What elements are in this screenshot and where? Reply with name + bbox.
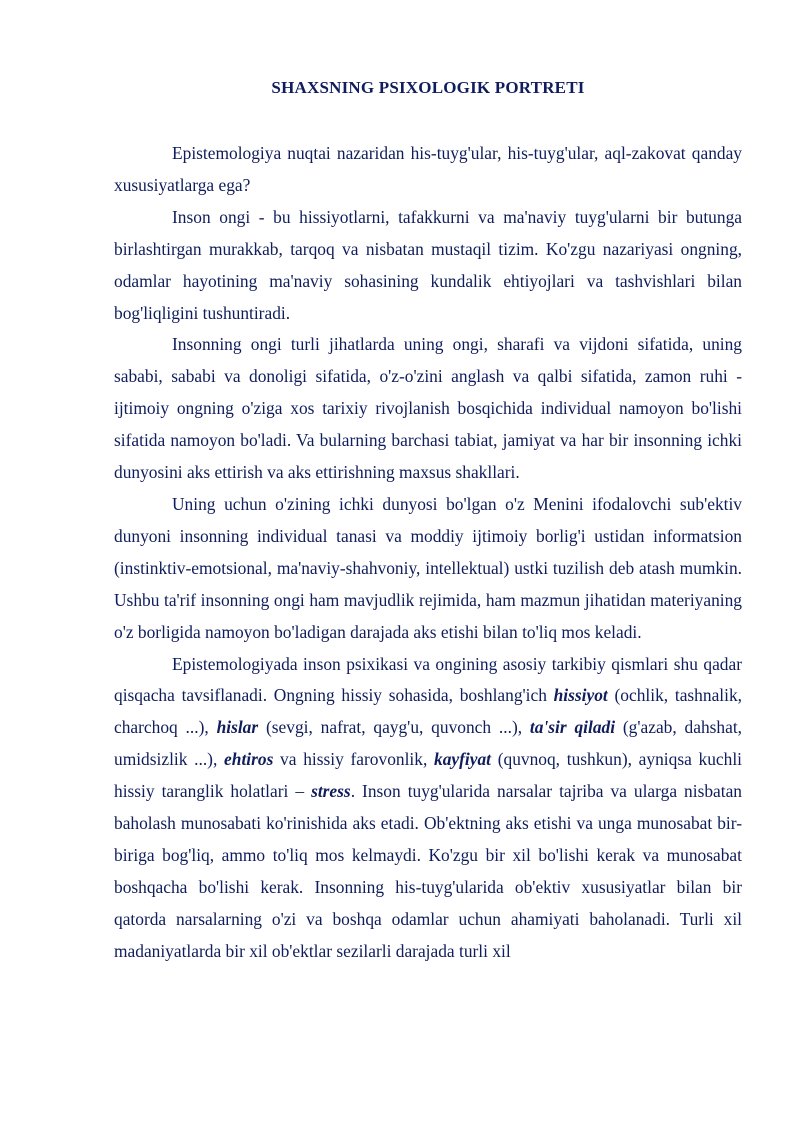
term-kayfiyat: kayfiyat — [434, 749, 491, 770]
page-title: SHAXSNING PSIXOLOGIK PORTRETI — [271, 78, 585, 97]
term-ehtiros: ehtiros — [224, 749, 274, 770]
paragraph-text: . Inson tuyg'ularida narsalar tajriba va ularga nisbatan baholash munosabati ko'rinishida aks etadi. Ob'ektning aks etishi va unga munosabat bir-biriga bog'liq, ammo to'liq mos kelmaydi. Ko'zgu bir xil bo'lishi kerak va munosabat boshqacha bo'lishi kerak. Insonning his-tuyg'ularida ob'ektiv xususiyatlar bilan bir qatorda narsalarning o'zi va boshqa odamlar uchun ahamiyati baholanadi. Turli xil madaniyatlarda bir xil ob'ektlar sezilarli darajada turli xil — [114, 781, 742, 961]
paragraph-4: Uning uchun o'zining ichki dunyosi bo'lgan o'z Menini ifodalovchi sub'ektiv dunyoni insonning individual tanasi va moddiy ijtimoiy borlig'i ustidan informatsion (instinktiv-emotsional, ma'naviy-shahvoniy, intellektual) ustki tuzilish deb atash mumkin. Ushbu ta'rif insonning ongi ham mavjudlik rejimida, ham mazmun jihatidan materiyaning o'z borligida namoyon bo'ladigan darajada aks etishi bilan to'liq mos keladi. — [114, 493, 742, 642]
term-hislar: hislar — [216, 717, 259, 738]
paragraph-5 — [114, 649, 742, 968]
paragraph-text: va hissiy farovonlik, — [273, 749, 435, 770]
paragraph-1: Epistemologiya nuqtai nazaridan his-tuyg'ular, his-tuyg'ular, aql-zakovat qanday xususiyatlarga ega? — [114, 143, 742, 195]
paragraph-text: Epistemologiyada inson psixikasi va ongining asosiy tarkibiy qismlari shu qadar qisqacha tavsiflanadi. Ongning hissiy sohasida, boshlang'ich — [114, 653, 742, 706]
paragraph-text: (g'azab, dahshat, umidsizlik ...), — [114, 717, 743, 770]
paragraph-2: Inson ongi - bu hissiyotlarni, tafakkurni va ma'naviy tuyg'ularni bir butunga birlashtirgan murakkab, tarqoq va nisbatan mustaqil tizim. Ko'zgu nazariyasi ongning, odamlar hayotining ma'naviy sohasining kundalik ehtiyojlari va tashvishlari bilan bog'liqligini tushuntiradi. — [114, 206, 742, 323]
paragraph-text: (ochlik, tashnalik, charchoq ...), — [114, 685, 742, 738]
term-hissiyot: hissiyot — [553, 685, 608, 706]
paragraph-text: (quvnoq, tushkun), ayniqsa kuchli hissiy taranglik holatlari – — [114, 749, 742, 802]
paragraph-3: Insonning ongi turli jihatlarda uning ongi, sharafi va vijdoni sifatida, uning sababi, sababi va donoligi sifatida, o'z-o'zini anglash va qalbi sifatida, zamon ruhi - ijtimoiy ongning o'ziga xos tarixiy rivojlanish bosqichida individual namoyon bo'lishi sifatida namoyon bo'ladi. Va bularning barchasi tabiat, jamiyat va har bir insonning ichki dunyosini aks ettirish va aks ettirishning maxsus shakllari. — [114, 334, 742, 483]
document-body — [114, 138, 742, 968]
term-stress: stress — [311, 781, 351, 802]
paragraph-text: (sevgi, nafrat, qayg'u, quvonch ...), — [258, 717, 530, 738]
term-tasir-qiladi: ta'sir qiladi — [529, 717, 616, 738]
